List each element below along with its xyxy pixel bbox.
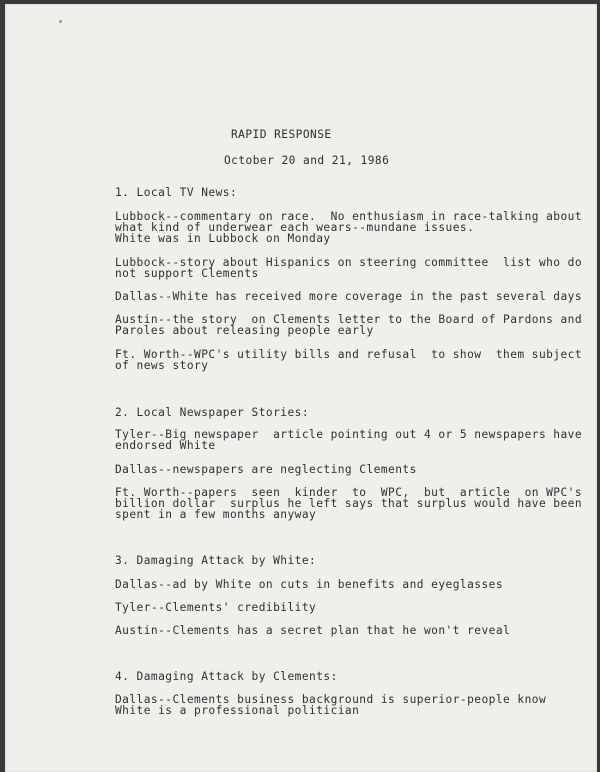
section-heading: 1. Local TV News: xyxy=(115,186,238,199)
item-line: Dallas--ad by White on cuts in benefits and eyeglasses xyxy=(115,578,504,591)
document-date: October 20 and 21, 1986 xyxy=(224,154,390,167)
paper-speck xyxy=(59,20,62,23)
item-line: White was in Lubbock on Monday xyxy=(115,232,331,245)
section-heading: 3. Damaging Attack by White: xyxy=(115,554,317,567)
item-line: Lubbock--story about Hispanics on steering committee list who do xyxy=(115,256,583,269)
item-line: what kind of underwear each wears--mundane issues. xyxy=(115,221,475,234)
item-line: White is a professional politician xyxy=(115,704,360,717)
document-page xyxy=(5,4,597,772)
item-line: Ft. Worth--WPC's utility bills and refusal to show them subject xyxy=(115,348,583,361)
item-line: of news story xyxy=(115,359,209,372)
document-title: RAPID RESPONSE xyxy=(231,128,332,141)
item-line: billion dollar surplus he left says that surplus would have been xyxy=(115,497,583,510)
item-line: Austin--Clements has a secret plan that he won't reveal xyxy=(115,624,511,637)
item-line: Dallas--newspapers are neglecting Clements xyxy=(115,463,417,476)
item-line: endorsed White xyxy=(115,439,216,452)
item-line: Dallas--Clements business background is superior-people know xyxy=(115,693,547,706)
item-line: spent in a few months anyway xyxy=(115,508,317,521)
item-line: Tyler--Big newspaper article pointing out 4 or 5 newspapers have xyxy=(115,428,583,441)
section-heading: 4. Damaging Attack by Clements: xyxy=(115,670,338,683)
item-line: Ft. Worth--papers seen kinder to WPC, but article on WPC's xyxy=(115,486,583,499)
item-line: Tyler--Clements' credibility xyxy=(115,601,317,614)
item-line: not support Clements xyxy=(115,267,259,280)
item-line: Paroles about releasing people early xyxy=(115,324,374,337)
item-line: Lubbock--commentary on race. No enthusiasm in race-talking about xyxy=(115,210,583,223)
item-line: Dallas--White has received more coverage in the past several days xyxy=(115,290,583,303)
section-heading: 2. Local Newspaper Stories: xyxy=(115,406,310,419)
item-line: Austin--the story on Clements letter to the Board of Pardons and xyxy=(115,313,583,326)
